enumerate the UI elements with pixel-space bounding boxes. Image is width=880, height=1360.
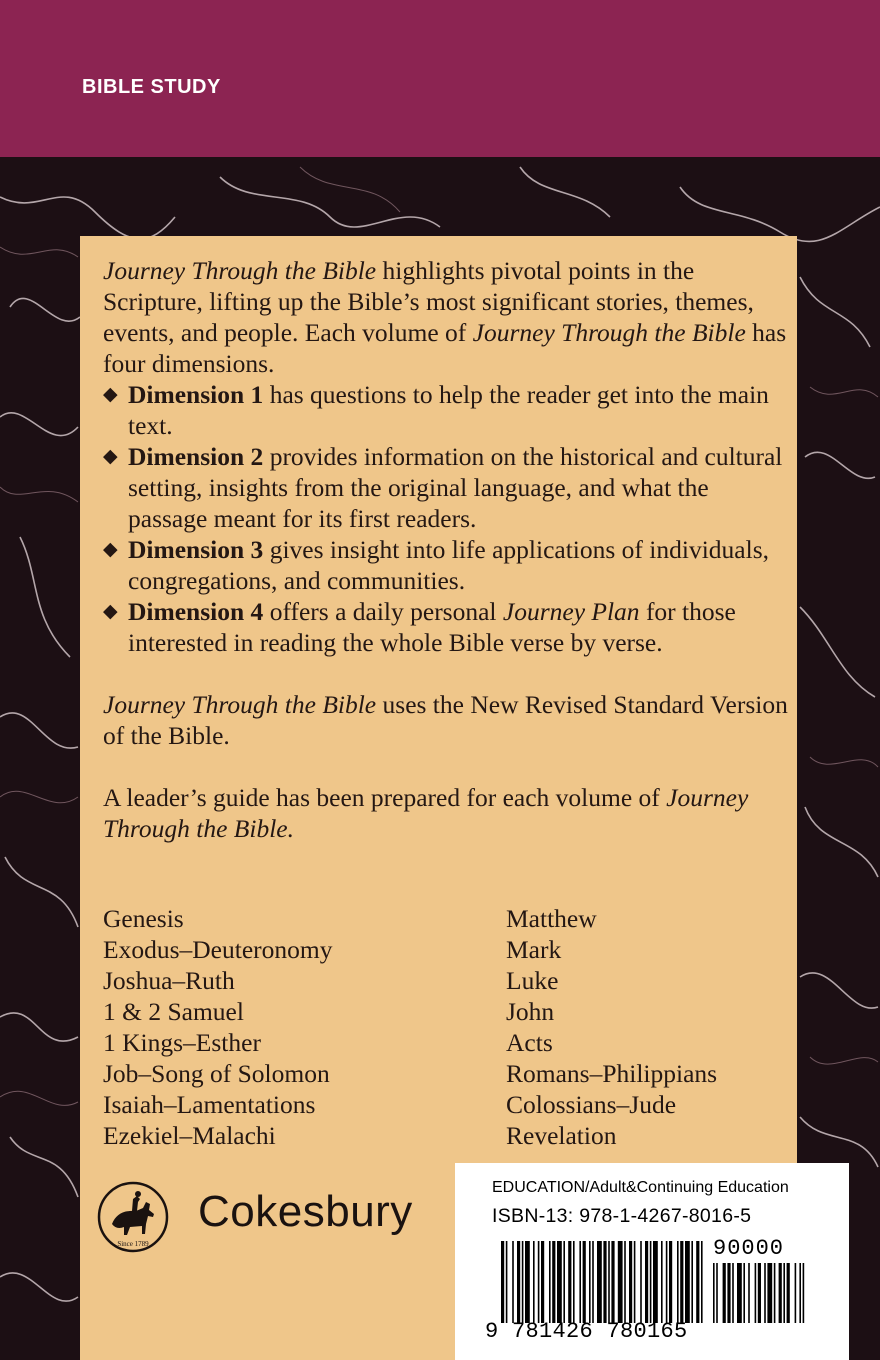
dimension-label: Dimension 3 [128,535,264,564]
dimension-text: has questions to help the reader get into the main text. [128,380,769,440]
version-note-text: uses the New Revised Standard Version of the Bible. [103,690,788,750]
volume-item: John [506,997,555,1026]
dimension-label: Dimension 2 [128,442,264,471]
volume-item: Matthew [506,904,597,933]
top-color-band [0,0,880,157]
barcode-label [455,1163,849,1360]
leader-note [103,782,793,844]
intro-text-2: has four dimensions. [103,318,787,378]
horse-rider-logo-icon [96,1180,170,1254]
dimension-3 [103,534,793,596]
publisher-name: Cokesbury [198,1187,413,1236]
volume-item: Joshua–Ruth [103,966,235,995]
dimension-4 [103,596,793,658]
dimension-text: provides information on the historical and cultural setting, insights from the original language, and what the passage meant for its first readers. [128,442,783,533]
intro-paragraph [103,255,793,379]
barcode-digits: 9 781426 780165 [485,1319,688,1344]
volume-list-new-testament [506,903,717,1151]
diamond-bullet-icon: ◆ [103,539,118,560]
series-title: Journey Through the Bible. [103,783,749,843]
dimension-2 [103,441,793,534]
volume-item: 1 & 2 Samuel [103,997,244,1026]
volume-item: Exodus–Deuteronomy [103,935,333,964]
series-title: Journey Through the Bible [472,318,746,347]
version-note [103,689,793,751]
volume-item: Isaiah–Lamentations [103,1090,316,1119]
series-title: Journey Through the Bible [103,256,377,285]
description [103,255,793,844]
diamond-bullet-icon: ◆ [103,446,118,467]
volume-item: Colossians–Jude [506,1090,677,1119]
volume-item: Romans–Philippians [506,1059,718,1088]
dimension-text: gives insight into life applications of individuals, congregations, and communities. [128,535,770,595]
diamond-bullet-icon: ◆ [103,601,118,622]
diamond-bullet-icon: ◆ [103,384,118,405]
price-code: 90000 [713,1236,785,1261]
journey-plan-title: Journey Plan [502,597,640,626]
volume-item: Ezekiel–Malachi [103,1121,276,1150]
dimension-text: for those interested in reading the whole Bible verse by verse. [128,597,736,657]
dimension-label: Dimension 4 [128,597,264,626]
subject-category: EDUCATION/Adult&Continuing Education [492,1179,789,1196]
series-label: BIBLE STUDY [82,76,221,98]
volume-item: Genesis [103,904,184,933]
series-title: Journey Through the Bible [103,690,377,719]
volume-list-old-testament [103,903,332,1151]
logo-caption: Since 1789 [117,1240,149,1248]
dimension-label: Dimension 1 [128,380,264,409]
isbn-number: ISBN-13: 978-1-4267-8016-5 [492,1205,752,1227]
volume-item: Job–Song of Solomon [103,1059,330,1088]
dimension-1 [103,379,793,441]
dimension-text: offers a daily personal [263,597,503,626]
volume-item: Mark [506,935,562,964]
intro-text-1: highlights pivotal points in the Scripture, lifting up the Bible’s most significant stories, themes, events, and people. Each volume of [103,256,754,347]
volume-item: Luke [506,966,559,995]
leader-note-text: A leader’s guide has been prepared for each volume of [103,783,667,812]
volume-item: Revelation [506,1121,617,1150]
volume-item: 1 Kings–Esther [103,1028,261,1057]
volume-item: Acts [506,1028,553,1057]
